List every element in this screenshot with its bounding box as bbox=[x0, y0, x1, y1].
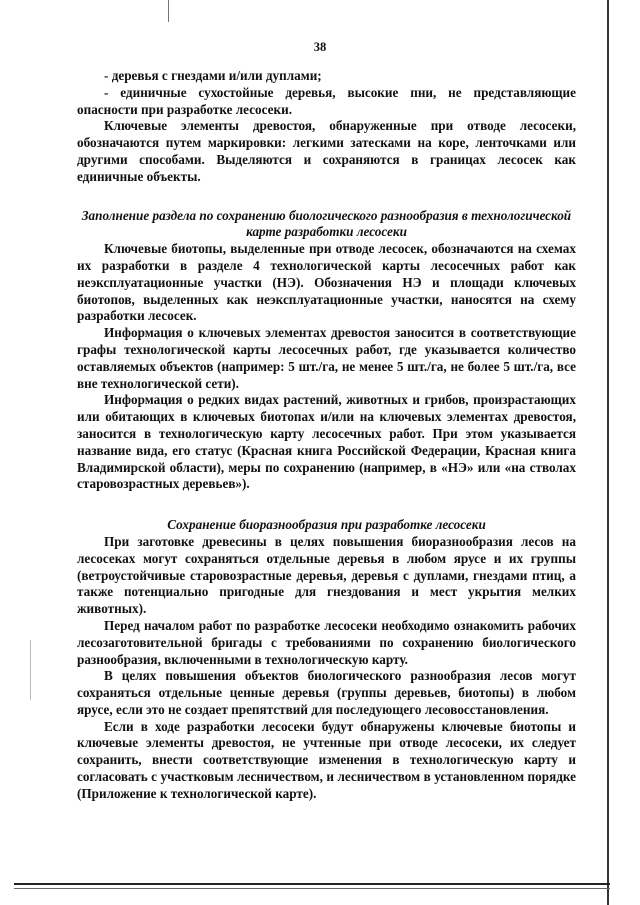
paragraph: Информация о ключевых элементах древостоя заносится в соответствующие графы технологической карты лесосечных работ, где указывается количество оставляемых объектов (например: 5 шт./га, не менее 5 шт./га, не более 5 шт./га, все вне технологической сети). bbox=[77, 325, 576, 391]
paragraph: Ключевые биотопы, выделенные при отводе лесосек, обозначаются на схемах их разработки в разделе 4 технологической карты лесосечных работ как неэксплуатационные участки (НЭ). Обозначения НЭ и площади ключевых биотопов, выделенных как неэксплуатационные участки, наносятся на схему разработки лесосек. bbox=[77, 241, 576, 324]
scan-artifact-left bbox=[30, 640, 31, 700]
paragraph: Ключевые элементы древостоя, обнаруженные при отводе лесосеки, обозначаются путем маркировки: легкими затесками на коре, ленточками или другими способами. Выделяются и сохраняются в границах лесосек как единичные объекты. bbox=[77, 118, 576, 184]
page-number: 38 bbox=[313, 40, 327, 54]
page-bottom-edge bbox=[14, 883, 610, 885]
paragraph: При заготовке древесины в целях повышения биоразнообразия лесов на лесосеках могут сохраняться отдельные деревья в любом ярусе и их группы (ветроустойчивые старовозрастные деревья, деревья с дуплами, гнездами птиц, а также потенциально пригодные для гнездования и мест укрытия мелких животных). bbox=[77, 533, 576, 617]
paragraph: В целях повышения объектов биологического разнообразия лесов могут сохраняться отдельные ценные деревья (группы деревьев, биотопы) в любом ярусе, если это не создает препятствий для последующего лесовосстановления. bbox=[77, 668, 576, 717]
scan-artifact-top bbox=[168, 0, 169, 22]
page-right-edge bbox=[607, 0, 609, 905]
section-heading: Заполнение раздела по сохранению биологического разнообразия в технологической карте разработки лесосеки bbox=[81, 207, 572, 240]
paragraph: Если в ходе разработки лесосеки будут обнаружены ключевые биотопы и ключевые элементы древостоя, не учтенные при отводе лесосеки, их следует сохранить, внести соответствующие изменения в технологическую карту и согласовать с участковым лесничеством, и лесничеством в установленном порядке (Приложение к технологической карте). bbox=[77, 718, 576, 801]
document-body bbox=[77, 68, 576, 803]
paragraph: Информация о редких видах растений, животных и грибов, произрастающих или обитающих в ключевых биотопах и/или на ключевых элементах древостоя, заносится в технологическую карту лесосечных работ. При этом указывается название вида, его статус (Красная книга Российской Федерации, Красная книга Владимирской области), меры по сохранению (например, в «НЭ» или «на стволах старовозрастных деревьев»). bbox=[77, 392, 576, 492]
list-item: - деревья с гнездами и/или дуплами; bbox=[104, 68, 322, 83]
list-item: - единичные сухостойные деревья, высокие пни, не представляющие опасности при разработке лесосеки. bbox=[77, 84, 576, 117]
section-heading: Сохранение биоразнообразия при разработке лесосеки bbox=[167, 517, 486, 533]
page-bottom-edge-shadow bbox=[14, 888, 610, 889]
paragraph: Перед началом работ по разработке лесосеки необходимо ознакомить рабочих лесозаготовительной бригады с требованиями по сохранению биологического разнообразия, включенными в технологическую карту. bbox=[77, 617, 576, 667]
